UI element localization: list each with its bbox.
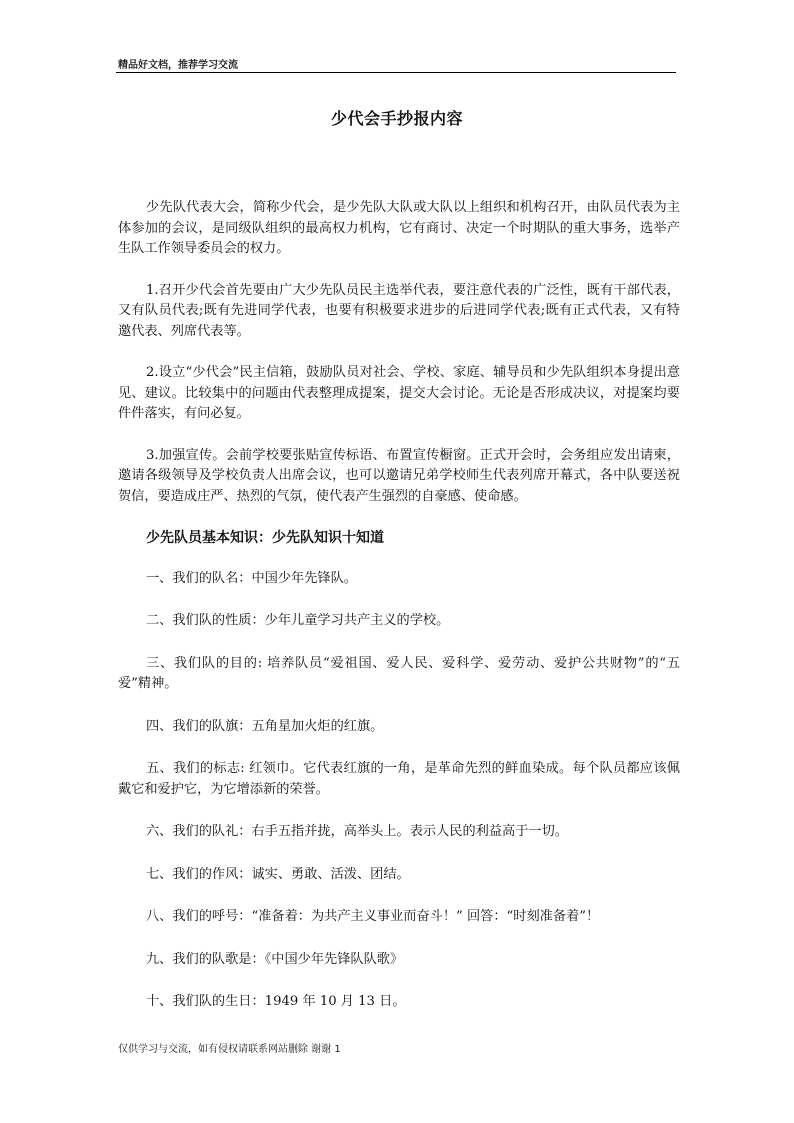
list-item: 九、我们的队歌是：《中国少年先锋队队歌》 <box>146 951 404 967</box>
list-item: 二、我们队的性质：少年儿童学习共产主义的学校。 <box>146 613 450 628</box>
list-item: 三、我们队的目的: 培养队员“爱祖国、爱人民、爱科学、爱劳动、爱护公共财物”的“五爱”精神。 <box>118 655 680 691</box>
list-item: 七、我们的作风：诚实、勇敢、活泼、团结。 <box>146 866 410 882</box>
document-title: 少代会手抄报内容 <box>330 109 463 128</box>
list-item: 八、我们的呼号：“准备着：为共产主义事业而奋斗！” 回答：“时刻准备着”！ <box>146 909 600 924</box>
paragraph-step-1: 1.召开少代会首先要由广大少先队员民主选举代表，要注意代表的广泛性，既有干部代表，又有队员代表;既有先进同学代表，也要有积极要求进步的后进同学代表;既有正式代表，又有特邀代表、列席代表等。 <box>118 282 680 339</box>
header-divider <box>116 72 676 73</box>
list-item: 六、我们的队礼：右手五指并拢，高举头上。表示人民的利益高于一切。 <box>146 824 568 839</box>
section-heading: 少先队员基本知识：少先队知识十知道 <box>146 530 384 546</box>
page-header: 精品好文档，推荐学习交流 <box>118 60 238 71</box>
intro-paragraph: 少先队代表大会，简称少代会，是少先队大队或大队以上组织和机构召开，由队员代表为主体参加的会议，是同级队组织的最高权力机构，它有商讨、决定一个时期队的重大事务，选举产生队工作领导委员会的权力。 <box>118 200 680 256</box>
list-item: 十、我们队的生日：1949 年 10 月 13 日。 <box>146 994 406 1009</box>
paragraph-step-2: 2.设立“少代会”民主信箱，鼓励队员对社会、学校、家庭、辅导员和少先队组织本身提出意见、建议。比较集中的问题由代表整理成提案，提交大会讨论。无论是否形成决议，对提案均要件件落实，有问必复。 <box>118 365 680 421</box>
page-footer: 仅供学习与交流，如有侵权请联系网站删除 谢谢 1 <box>118 1044 341 1055</box>
list-item: 五、我们的标志: 红领巾。它代表红旗的一角，是革命先烈的鲜血染成。每个队员都应该佩戴它和爱护它，为它增添新的荣誉。 <box>118 761 680 797</box>
list-item: 四、我们的队旗：五角星加火炬的红旗。 <box>146 718 384 734</box>
list-item: 一、我们的队名：中国少年先锋队。 <box>146 570 357 586</box>
document-body <box>118 198 680 1035</box>
paragraph-step-3: 3.加强宣传。会前学校要张贴宣传标语、布置宣传橱窗。正式开会时，会务组应发出请柬，邀请各级领导及学校负责人出席会议，也可以邀请兄弟学校师生代表列席开幕式，各中队要送祝贺信，要造成庄严、热烈的气氛，使代表产生强烈的自豪感、使命感。 <box>118 447 680 504</box>
